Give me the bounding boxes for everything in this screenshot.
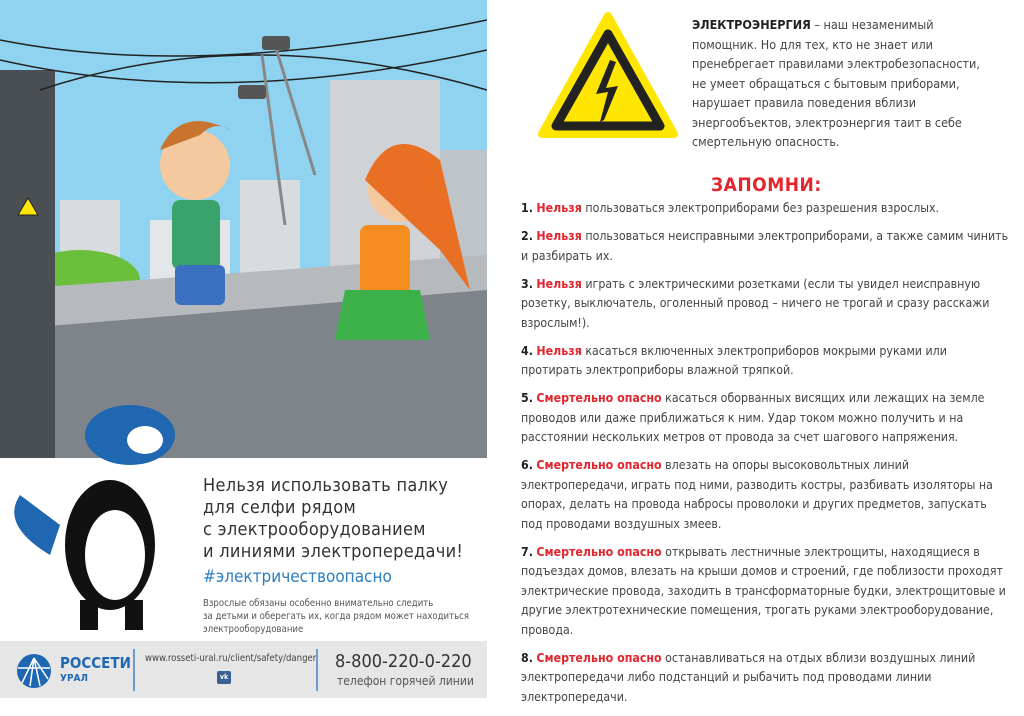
rule-item xyxy=(521,275,1011,334)
logo-sub: УРАЛ xyxy=(60,673,88,684)
logo-name: РОССЕТИ xyxy=(60,654,131,672)
rule-item xyxy=(521,227,1011,266)
rule-kw: Смертельно опасно xyxy=(536,458,662,472)
rule-item xyxy=(521,389,1011,448)
intro-bold: ЭЛЕКТРОЭНЕРГИЯ xyxy=(692,17,811,32)
rule-num: 7. xyxy=(521,544,533,559)
rule-kw: Смертельно опасно xyxy=(536,544,662,559)
hotline-phone: 8-800-220-0-220 xyxy=(335,651,472,672)
rule-item xyxy=(521,649,1011,708)
rule-text: влезать на опоры высоковольтных линий электропередачи, играть под ними, разводить костры, разбивать изоляторы на опорах, делать на провода набросы проволоки и других предметов, запускать под проводами воздушных змеев. xyxy=(521,458,993,531)
parents-note: Взрослые обязаны особенно внимательно следить за детьми и оберегать их, когда рядом может находиться электрооборудование xyxy=(203,598,469,635)
rule-num: 6. xyxy=(521,458,533,472)
safety-url-link[interactable]: www.rosseti-ural.ru/client/safety/danger xyxy=(145,653,317,664)
rule-num: 1. xyxy=(521,201,533,215)
slogan-heading: Нельзя использовать палку для селфи рядом с электрооборудованием и линиями электропередачи! xyxy=(203,475,464,562)
rule-num: 5. xyxy=(521,391,533,405)
rosseti-logo xyxy=(14,653,131,689)
rule-item xyxy=(521,456,1011,534)
divider xyxy=(133,649,135,691)
rule-num: 4. xyxy=(521,343,533,358)
rule-item xyxy=(521,543,1011,641)
rule-text: касаться включенных электроприборов мокрыми руками или протирать электроприборы влажной тряпкой. xyxy=(521,343,947,377)
remember-heading: ЗАПОМНИ: xyxy=(711,174,822,196)
hotline-label: телефон горячей линии xyxy=(337,674,474,688)
rule-num: 8. xyxy=(521,650,533,665)
rule-kw: Нельзя xyxy=(536,343,582,358)
poster-left-panel xyxy=(0,0,487,698)
rule-kw: Нельзя xyxy=(536,229,582,243)
intro-text: – наш незаменимый помощник. Но для тех, кто не знает или пренебрегает правилами электробезопасности, не умеет обращаться с бытовым приборами, нарушает правила поведения вблизи энергообъектов, электроэнергия таит в себе смертельную опасность. xyxy=(692,17,980,149)
rule-text: касаться оборванных висящих или лежащих на земле проводов или даже приближаться к ним. Удар током можно получить и на расстоянии нескольких метров от провода за счет шагового напряжения. xyxy=(521,391,985,444)
rule-text: играть с электрическими розетками (если ты увидел неисправную розетку, выключатель, оголенный провод – ничего не трогай и сразу расскажи взрослым!). xyxy=(521,276,990,330)
rule-item xyxy=(521,342,1011,381)
raccoon-mascot xyxy=(0,395,200,640)
divider xyxy=(316,649,318,691)
rule-text: останавливаться на отдых вблизи воздушных линий электропередачи либо подстанций и рыбачить под проводами линии электропередачи. xyxy=(521,650,976,704)
rule-item xyxy=(521,199,1011,219)
rule-text: открывать лестничные электрощиты, находящиеся в подъездах домов, влезать на крыши домов и строений, где поблизости проходят электрические провода, заходить в трансформаторные будки, электрощитовые и другие электротехнические помещения, трогать руками электрооборудование, провода. xyxy=(521,544,1006,637)
footer xyxy=(0,641,487,698)
rosseti-globe-icon xyxy=(14,653,54,689)
rules-list xyxy=(521,199,1011,716)
vk-icon[interactable]: vk xyxy=(217,671,231,684)
rule-kw: Нельзя xyxy=(536,276,582,291)
rule-kw: Нельзя xyxy=(536,201,582,215)
illustration-kids-selfie xyxy=(0,0,487,458)
intro-paragraph xyxy=(692,15,992,152)
rule-num: 3. xyxy=(521,276,533,291)
rule-kw: Смертельно опасно xyxy=(536,650,662,665)
high-voltage-warning-icon xyxy=(538,12,678,140)
rule-num: 2. xyxy=(521,229,533,243)
rule-kw: Смертельно опасно xyxy=(536,391,662,405)
rule-text: пользоваться электроприборами без разрешения взрослых. xyxy=(581,201,940,215)
rule-text: пользоваться неисправными электроприборами, а также самим чинить и разбирать их. xyxy=(521,229,1009,263)
hashtag: #электричествоопасно xyxy=(203,567,392,587)
